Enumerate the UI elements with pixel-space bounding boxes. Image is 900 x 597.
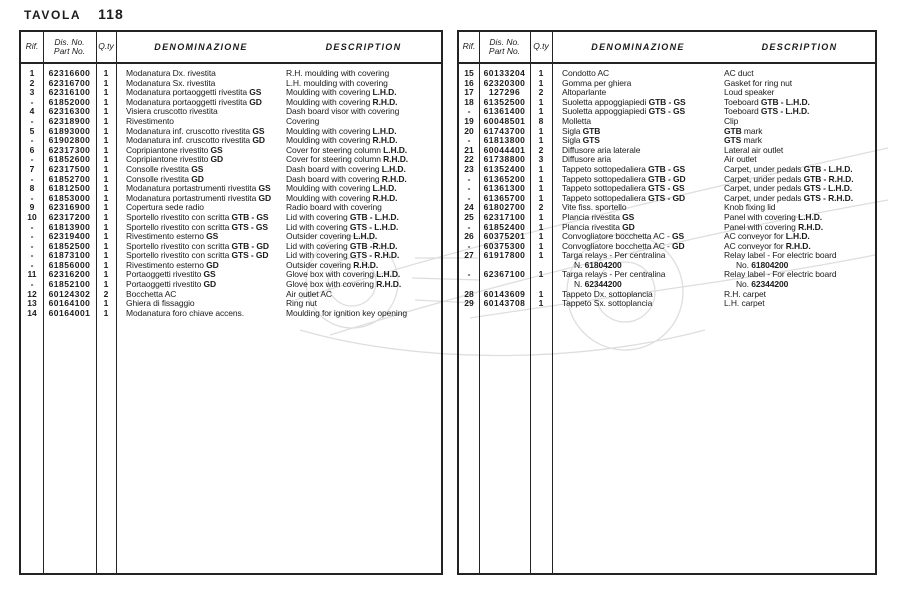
row-denominazione: Ghiera di fissaggio: [126, 298, 195, 309]
row-part-number: 61917800: [483, 250, 526, 261]
row-denominazione: Targa relays - Per centralina N. 61804200: [562, 250, 666, 270]
row-denominazione: Portaoggetti rivestito GS: [126, 269, 216, 280]
row-description: Cover for steering column L.H.D.: [286, 144, 408, 155]
row-quantity: 2: [538, 144, 544, 155]
row-denominazione: Modanatura inf. cruscotto rivestita GS: [126, 125, 265, 136]
row-quantity: 1: [103, 279, 109, 290]
row-quantity: 1: [103, 269, 109, 280]
row-ref: 24: [464, 202, 474, 213]
row-ref: 5: [29, 125, 35, 136]
row-part-number: 60048501: [483, 115, 526, 126]
row-denominazione: Tappeto sottopedaliera GTS - GS: [562, 183, 685, 194]
row-denominazione: Modanatura portaoggetti rivestita GS: [126, 87, 262, 98]
row-description: Moulding with covering R.H.D.: [286, 192, 398, 203]
row-ref: 26: [464, 231, 474, 242]
row-denominazione: Modanatura Dx. rivestita: [126, 68, 216, 78]
row-part-number: 62316200: [48, 269, 91, 280]
row-denominazione: Modanatura foro chiave accens.: [126, 307, 244, 318]
row-description: Carpet, under pedals GTB - R.H.D.: [724, 173, 854, 184]
row-part-number: 62317300: [48, 144, 91, 155]
row-quantity: 2: [103, 288, 109, 299]
row-quantity: 1: [103, 173, 109, 184]
row-part-number: 60164001: [48, 307, 91, 318]
row-description: Relay label - For electric board No. 61804200: [724, 250, 837, 270]
row-description: Loud speaker: [724, 87, 775, 98]
row-ref: 3: [29, 87, 35, 98]
row-denominazione: Modanatura Sx. rivestita: [126, 77, 216, 88]
row-quantity: 1: [103, 125, 109, 136]
row-denominazione: Diffusore aria laterale: [562, 144, 641, 155]
row-description: Lateral air outlet: [724, 144, 784, 155]
row-quantity: 1: [103, 211, 109, 222]
row-quantity: 1: [538, 173, 544, 184]
row-description: Glove box with covering L.H.D.: [286, 269, 401, 280]
row-quantity: 1: [538, 68, 544, 78]
parts-table-left: [19, 30, 443, 575]
table-row: [21, 309, 441, 319]
row-description: Dash board visor with covering: [286, 106, 400, 117]
row-quantity: 1: [103, 192, 109, 203]
row-part-number: 62317100: [483, 211, 526, 222]
header-rif: Rif.: [25, 41, 39, 52]
row-ref: -: [30, 96, 34, 107]
row-denominazione: Rivestimento esterno GD: [126, 259, 219, 270]
column-divider: [43, 32, 44, 573]
row-denominazione: Copripiantone rivestito GD: [126, 154, 224, 165]
header-description: DESCRIPTION: [761, 42, 838, 52]
row-quantity: 1: [538, 96, 544, 107]
row-description: Gasket for ring nut: [724, 77, 793, 88]
row-denominazione: Sigla GTB: [562, 125, 601, 136]
row-description: Air outlet: [724, 154, 757, 165]
row-quantity: 1: [538, 211, 544, 222]
row-ref: -: [30, 279, 34, 290]
header-part-no: Dis. No. Part No.: [53, 36, 86, 56]
row-denominazione: Tappeto sottopedaliera GTB - GD: [562, 173, 686, 184]
row-part-number: 61852500: [48, 240, 91, 251]
row-denominazione: Rivestimento esterno GS: [126, 231, 219, 242]
row-part-number: 61852400: [483, 221, 526, 232]
row-part-number: 61853000: [48, 192, 91, 203]
row-description: Covering: [286, 115, 320, 126]
row-denominazione: Tappeto Dx. sottoplancia: [562, 288, 653, 299]
row-part-number: 60124302: [48, 288, 91, 299]
row-ref: 11: [27, 269, 37, 280]
row-description: Glove box with covering R.H.D.: [286, 279, 402, 290]
header-rif: Rif.: [462, 41, 476, 52]
row-part-number: 61743700: [483, 125, 526, 136]
row-part-number: 61852600: [48, 154, 91, 165]
row-description: GTB mark: [724, 125, 763, 136]
row-part-number: 61802700: [483, 202, 526, 213]
row-description: Lid with covering GTB -R.H.D.: [286, 240, 398, 251]
row-ref: -: [467, 269, 471, 280]
row-quantity: 1: [103, 259, 109, 270]
row-part-number: 62316100: [48, 87, 91, 98]
row-description: Moulding for ignition key opening: [286, 307, 407, 318]
row-denominazione: Convogliatore bocchetta AC - GD: [562, 240, 685, 251]
table-row: [459, 79, 875, 89]
row-ref: -: [30, 231, 34, 242]
row-denominazione: Suoletta appoggiapiedi GTB - GS: [562, 96, 686, 107]
row-ref: 28: [464, 288, 474, 299]
row-denominazione: Plancia rivestita GS: [562, 211, 635, 222]
row-part-number: 61352400: [483, 163, 526, 174]
row-description: Outsider covering L.H.D.: [286, 231, 378, 242]
row-quantity: 1: [103, 202, 109, 213]
row-quantity: 1: [103, 96, 109, 107]
row-ref: -: [30, 154, 34, 165]
row-denominazione: Bocchetta AC: [126, 288, 177, 299]
row-ref: 23: [464, 163, 474, 174]
row-denominazione: Tappeto sottopedaliera GTS - GD: [562, 192, 686, 203]
table-row: [459, 251, 875, 270]
row-part-number: 61365700: [483, 192, 526, 203]
row-part-number: 61365200: [483, 173, 526, 184]
row-description: L.H. moulding with covering: [286, 77, 388, 88]
row-ref: 16: [464, 77, 474, 88]
row-description: Radio board with covering: [286, 202, 382, 213]
row-quantity: 1: [103, 87, 109, 98]
row-description: Moulding with covering L.H.D.: [286, 125, 397, 136]
left-table-rows: [21, 64, 441, 318]
row-quantity: 1: [103, 298, 109, 309]
row-part-number: 61812500: [48, 183, 91, 194]
row-quantity: 3: [538, 154, 544, 165]
parts-table-right: [457, 30, 877, 575]
table-row: [459, 270, 875, 289]
row-quantity: 1: [103, 135, 109, 146]
row-part-number: 60133204: [483, 68, 526, 78]
row-ref: -: [30, 259, 34, 270]
row-denominazione: Sportello rivestito con scritta GTB - GD: [126, 240, 269, 251]
row-ref: 20: [464, 125, 474, 136]
row-part-number: 62316900: [48, 202, 91, 213]
row-quantity: 1: [538, 106, 544, 117]
row-description: Carpet, under pedals GTS - L.H.D.: [724, 183, 853, 194]
row-quantity: 1: [538, 135, 544, 146]
row-quantity: 1: [103, 115, 109, 126]
row-part-number: 62319400: [48, 231, 91, 242]
row-denominazione: Condotto AC: [562, 68, 610, 78]
row-description: Outsider covering R.H.D.: [286, 259, 379, 270]
row-description: AC duct: [724, 68, 754, 78]
row-description: Carpet, under pedals GTS - R.H.D.: [724, 192, 853, 203]
row-ref: 17: [464, 87, 474, 98]
row-ref: 12: [27, 288, 37, 299]
row-denominazione: Modanatura portastrumenti rivestita GD: [126, 192, 272, 203]
row-ref: 29: [464, 298, 474, 309]
header-qty: Q.ty: [533, 41, 549, 52]
header-description: DESCRIPTION: [325, 42, 402, 52]
row-denominazione: Diffusore aria: [562, 154, 611, 165]
row-denominazione: Tappeto Sx. sottoplancia: [562, 298, 653, 309]
row-part-number: 60375300: [483, 240, 526, 251]
row-description: R.H. moulding with covering: [286, 68, 390, 78]
row-ref: -: [30, 192, 34, 203]
page-title: [24, 6, 124, 22]
row-quantity: 1: [103, 231, 109, 242]
row-ref: -: [467, 221, 471, 232]
row-quantity: 1: [538, 231, 544, 242]
row-quantity: 2: [538, 87, 544, 98]
row-denominazione: Rivestimento: [126, 115, 174, 126]
row-part-number: 61873100: [48, 250, 91, 261]
row-ref: 19: [464, 115, 474, 126]
row-denominazione: Modanatura portastrumenti rivestita GS: [126, 183, 271, 194]
row-part-number: 61902800: [48, 135, 91, 146]
row-description: Air outlet AC: [286, 288, 332, 299]
row-quantity: 1: [103, 240, 109, 251]
row-description: Moulding with covering L.H.D.: [286, 183, 397, 194]
row-part-number: 62318900: [48, 115, 91, 126]
row-ref: -: [467, 192, 471, 203]
row-ref: -: [30, 221, 34, 232]
row-part-number: 61856000: [48, 259, 91, 270]
row-ref: 8: [29, 183, 35, 194]
row-description: Toeboard GTS - L.H.D.: [724, 106, 810, 117]
row-denominazione: Targa relays - Per centralina N. 62344200: [562, 269, 666, 290]
row-quantity: 1: [538, 183, 544, 194]
row-ref: -: [467, 106, 471, 117]
row-denominazione: Copripiantone rivestito GS: [126, 144, 223, 155]
row-description: Lid with covering GTB - L.H.D.: [286, 211, 399, 222]
tavola-number: 118: [98, 6, 124, 22]
row-denominazione: Modanatura inf. cruscotto rivestita GD: [126, 135, 265, 146]
row-ref: -: [467, 183, 471, 194]
row-part-number: 62317500: [48, 163, 91, 174]
row-denominazione: Consolle rivestita GS: [126, 163, 204, 174]
row-part-number: 61813900: [48, 221, 91, 232]
row-denominazione: Plancia rivestita GD: [562, 221, 635, 232]
row-part-number: 61352500: [483, 96, 526, 107]
row-ref: 1: [29, 68, 35, 78]
row-ref: 2: [29, 77, 35, 88]
row-quantity: 1: [538, 288, 544, 299]
table-row: [459, 299, 875, 309]
row-ref: 18: [464, 96, 474, 107]
row-part-number: 60143708: [483, 298, 526, 309]
row-description: Moulding with covering L.H.D.: [286, 87, 397, 98]
row-description: Dash board with covering L.H.D.: [286, 163, 406, 174]
row-quantity: 1: [103, 250, 109, 261]
row-quantity: 8: [538, 115, 544, 126]
row-ref: -: [467, 135, 471, 146]
row-quantity: 1: [103, 163, 109, 174]
row-description: Panel with covering R.H.D.: [724, 221, 823, 232]
row-part-number: 62367100: [483, 269, 526, 280]
column-divider: [116, 32, 117, 573]
header-denominazione: DENOMINAZIONE: [154, 42, 248, 52]
tavola-label: TAVOLA: [24, 8, 82, 22]
row-part-number: 61893000: [48, 125, 91, 136]
row-quantity: 1: [538, 250, 544, 261]
row-quantity: 1: [103, 144, 109, 155]
row-part-number: 62316700: [48, 77, 91, 88]
row-ref: 22: [464, 154, 474, 165]
row-part-number: 61852000: [48, 96, 91, 107]
column-divider: [479, 32, 480, 573]
row-part-number: 61813800: [483, 135, 526, 146]
row-description: Carpet, under pedals GTB - L.H.D.: [724, 163, 853, 174]
row-ref: 7: [29, 163, 35, 174]
row-quantity: 1: [538, 221, 544, 232]
row-part-number: 61852700: [48, 173, 91, 184]
row-description: AC conveyor for L.H.D.: [724, 231, 810, 242]
column-divider: [96, 32, 97, 573]
row-description: Moulding with covering R.H.D.: [286, 135, 398, 146]
row-quantity: 2: [538, 202, 544, 213]
row-description: Knob fixing lid: [724, 202, 776, 213]
row-denominazione: Sportello rivestito con scritta GTB - GS: [126, 211, 269, 222]
row-denominazione: Sportello rivestito con scritta GTS - GD: [126, 250, 269, 261]
row-quantity: 1: [103, 77, 109, 88]
right-table-rows: [459, 64, 875, 309]
row-denominazione: Consolle rivestita GD: [126, 173, 204, 184]
row-ref: 13: [27, 298, 37, 309]
row-part-number: 62317200: [48, 211, 91, 222]
row-description: R.H. carpet: [724, 288, 766, 299]
row-part-number: 127296: [488, 87, 521, 98]
row-quantity: 1: [103, 68, 109, 78]
row-ref: -: [467, 173, 471, 184]
column-divider: [552, 32, 553, 573]
row-part-number: 60143609: [483, 288, 526, 299]
row-part-number: 61738800: [483, 154, 526, 165]
column-divider: [530, 32, 531, 573]
row-description: Toeboard GTB - L.H.D.: [724, 96, 810, 107]
row-denominazione: Molletta: [562, 115, 591, 126]
row-description: Moulding with covering R.H.D.: [286, 96, 398, 107]
row-description: Lid with covering GTS - L.H.D.: [286, 221, 399, 232]
row-description: Ring nut: [286, 298, 317, 309]
row-quantity: 1: [103, 154, 109, 165]
row-ref: 27: [464, 250, 474, 261]
row-quantity: 1: [538, 298, 544, 309]
row-quantity: 1: [538, 269, 544, 280]
row-denominazione: Copertura sede radio: [126, 202, 204, 213]
row-part-number: 61852100: [48, 279, 91, 290]
row-description: Lid with covering GTS - R.H.D.: [286, 250, 400, 261]
row-description: L.H. carpet: [724, 298, 765, 309]
row-denominazione: Modanatura portaoggetti rivestita GD: [126, 96, 262, 107]
row-quantity: 1: [538, 125, 544, 136]
row-denominazione: Altoparlante: [562, 87, 607, 98]
row-part-number: 60164100: [48, 298, 91, 309]
row-part-number: 61361400: [483, 106, 526, 117]
row-quantity: 1: [103, 307, 109, 318]
row-quantity: 1: [103, 221, 109, 232]
row-denominazione: Tappeto sottopedaliera GTB - GS: [562, 163, 686, 174]
row-quantity: 1: [103, 106, 109, 117]
header-denominazione: DENOMINAZIONE: [591, 42, 685, 52]
row-description: Clip: [724, 115, 739, 126]
row-ref: -: [30, 115, 34, 126]
row-ref: -: [467, 240, 471, 251]
row-part-number: 62320300: [483, 77, 526, 88]
row-description: Cover for steering column R.H.D.: [286, 154, 408, 165]
row-part-number: 62316600: [48, 68, 91, 78]
table-header: [21, 32, 441, 64]
row-description: Relay label - For electric board No. 62344200: [724, 269, 837, 290]
row-ref: 15: [464, 68, 474, 78]
row-ref: 25: [464, 211, 474, 222]
row-quantity: 1: [103, 183, 109, 194]
row-ref: -: [30, 173, 34, 184]
row-ref: 6: [29, 144, 35, 155]
row-ref: 4: [29, 106, 35, 117]
row-part-number: 60375201: [483, 231, 526, 242]
row-ref: 9: [29, 202, 35, 213]
row-quantity: 1: [538, 163, 544, 174]
row-ref: -: [30, 135, 34, 146]
header-part-no: Dis. No. Part No.: [488, 36, 521, 56]
row-ref: 10: [27, 211, 37, 222]
row-denominazione: Sigla GTS: [562, 135, 600, 146]
row-part-number: 60044401: [483, 144, 526, 155]
row-ref: -: [30, 240, 34, 251]
table-header: [459, 32, 875, 64]
row-denominazione: Vite fiss. sportello: [562, 202, 627, 213]
row-description: AC conveyor for R.H.D.: [724, 240, 811, 251]
row-ref: 21: [464, 144, 474, 155]
row-denominazione: Suoletta appoggiapiedi GTS - GS: [562, 106, 686, 117]
row-part-number: 61361300: [483, 183, 526, 194]
row-denominazione: Convogliatore bocchetta AC - GS: [562, 231, 685, 242]
row-denominazione: Gomma per ghiera: [562, 77, 632, 88]
row-part-number: 62316300: [48, 106, 91, 117]
row-denominazione: Portaoggetti rivestito GD: [126, 279, 217, 290]
row-ref: -: [30, 250, 34, 261]
row-ref: 14: [27, 307, 37, 318]
row-quantity: 1: [538, 192, 544, 203]
row-denominazione: Sportello rivestito con scritta GTS - GS: [126, 221, 268, 232]
header-qty: Q.ty: [98, 41, 114, 52]
row-quantity: 1: [538, 77, 544, 88]
row-quantity: 1: [538, 240, 544, 251]
row-description: Panel with covering L.H.D.: [724, 211, 823, 222]
row-description: Dash board with covering R.H.D.: [286, 173, 407, 184]
row-description: GTS mark: [724, 135, 762, 146]
row-denominazione: Visiera cruscotto rivestita: [126, 106, 218, 117]
